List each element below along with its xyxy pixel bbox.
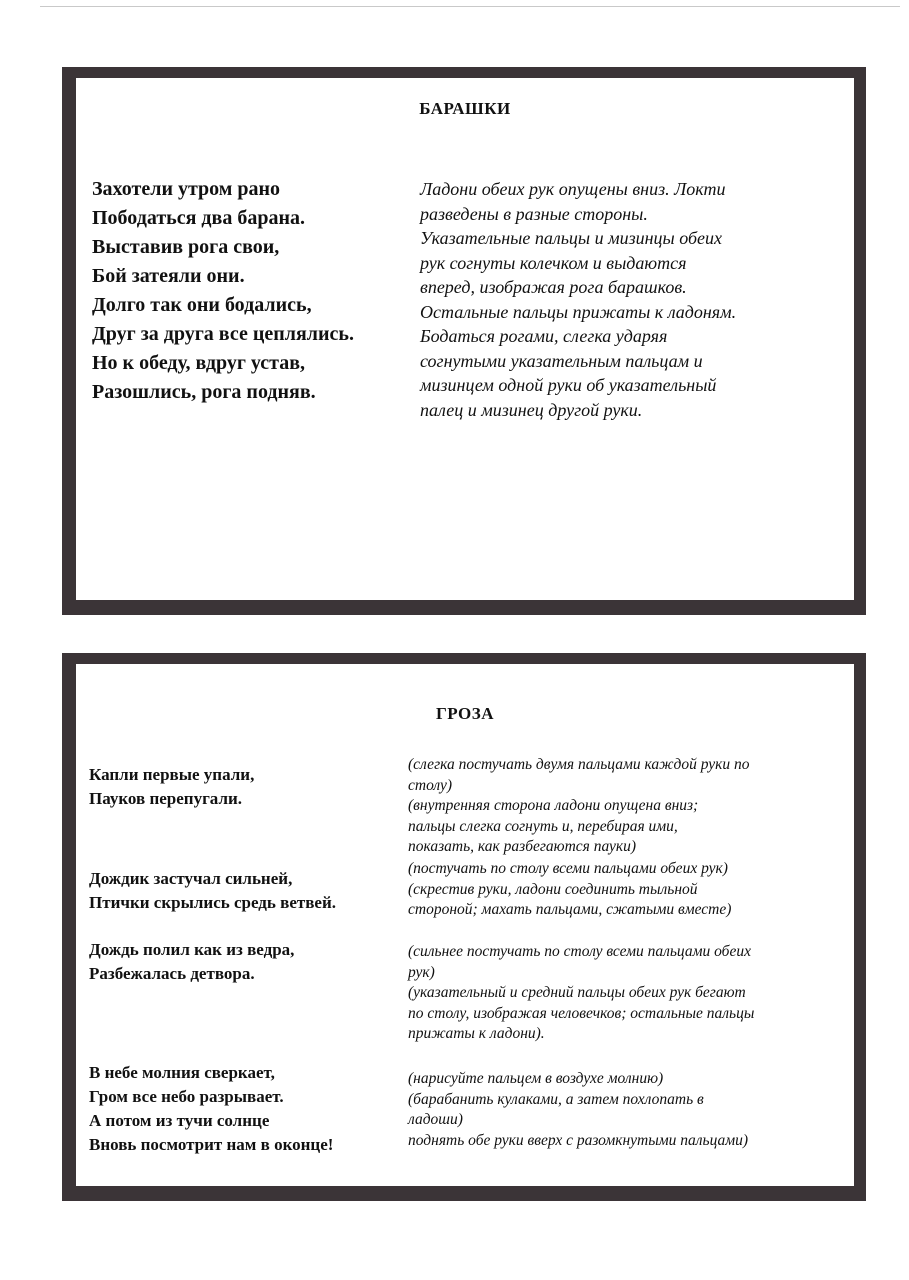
verse-line: Разбежалась детвора. [89,964,255,983]
instruction-line: прижаты к ладони). [408,1025,545,1042]
poem-stanza-4 [89,1061,333,1157]
instruction-line: Бодаться рогами, слегка ударяя [420,326,668,346]
instruction-line: палец и мизинец другой руки. [420,399,643,420]
verse-line: Бой затеяли они. [92,265,245,287]
movement-instructions [420,177,810,422]
verse-line: Выставив рога свои, [92,236,280,258]
instruction-line: поднять обе руки вверх с разомкнутыми пальцами) [408,1131,749,1149]
verse-line: Долго так они бодались, [92,294,312,316]
card-title: БАРАШКИ [419,99,511,118]
instruction-line: столу) [408,776,453,794]
poem-verse [92,175,354,407]
instruction-line: (скрестив руки, ладони соединить тыльной [408,880,698,898]
verse-line: Дождь полил как из ведра, [89,940,295,959]
instruction-line: вперед, изображая рога барашков. [420,277,687,297]
instruction-line: мизинцем одной руки об указательный [420,375,717,395]
movement-instructions-1 [408,755,826,858]
instruction-line: (постучать по столу всеми пальцами обеих рук) [408,860,728,877]
instruction-line: по столу, изображая человечков; остальные пальцы [408,1004,755,1022]
instruction-line: согнутыми указательным пальцам и [420,350,703,371]
verse-line: В небе молния сверкает, [89,1063,275,1082]
card-barashki [62,67,866,615]
poem-stanza-2 [89,867,336,915]
instruction-line: ладоши) [408,1111,463,1128]
verse-line: Пободаться два барана. [92,207,305,229]
card-title: ГРОЗА [435,704,495,723]
instruction-line: (нарисуйте пальцем в воздухе молнию) [408,1070,664,1087]
instruction-line: (барабанить кулаками, а затем похлопать в [408,1090,704,1108]
movement-instructions-4 [408,1069,826,1151]
instruction-line: рук) [408,963,435,981]
instruction-line: пальцы слегка согнуть и, перебирая ими, [408,817,678,835]
verse-line: Капли первые упали, [89,765,255,784]
verse-line: А потом из тучи солнце [89,1111,270,1130]
card-groza [62,653,866,1201]
verse-line: Друг за друга все цеплялись. [92,323,355,345]
instruction-line: разведены в разные стороны. [420,203,648,224]
instruction-line: Указательные пальцы и мизинцы обеих [420,228,723,248]
instruction-line: Остальные пальцы прижаты к ладоням. [420,301,737,322]
movement-instructions-3 [408,942,826,1045]
instruction-line: показать, как разбегаются пауки) [408,838,637,855]
instruction-line: (слегка постучать двумя пальцами каждой руки по [408,756,750,773]
verse-line: Захотели утром рано [92,178,281,200]
verse-line: Разошлись, рога подняв. [92,381,316,403]
verse-line: Пауков перепугали. [89,789,243,808]
instruction-line: Ладони обеих рук опущены вниз. Локти [420,179,726,199]
instruction-line: (сильнее постучать по столу всеми пальцами обеих [408,943,751,960]
instruction-line: рук согнуты колечком и выдаются [420,252,687,273]
verse-line: Дождик застучал сильней, [89,869,293,888]
movement-instructions-2 [408,859,826,921]
verse-line: Птички скрылись средь ветвей. [89,893,336,912]
instruction-line: (внутренняя сторона ладони опущена вниз; [408,797,699,814]
verse-line: Но к обеду, вдруг устав, [92,352,306,374]
instruction-line: стороной; махать пальцами, сжатыми вместе) [408,901,732,918]
verse-line: Гром все небо разрывает. [89,1087,284,1106]
poem-stanza-1 [89,763,254,811]
poem-stanza-3 [89,938,294,986]
verse-line: Вновь посмотрит нам в оконце! [89,1135,334,1154]
instruction-line: (указательный и средний пальцы обеих рук бегают [408,984,746,1001]
page-top-rule [40,6,900,7]
